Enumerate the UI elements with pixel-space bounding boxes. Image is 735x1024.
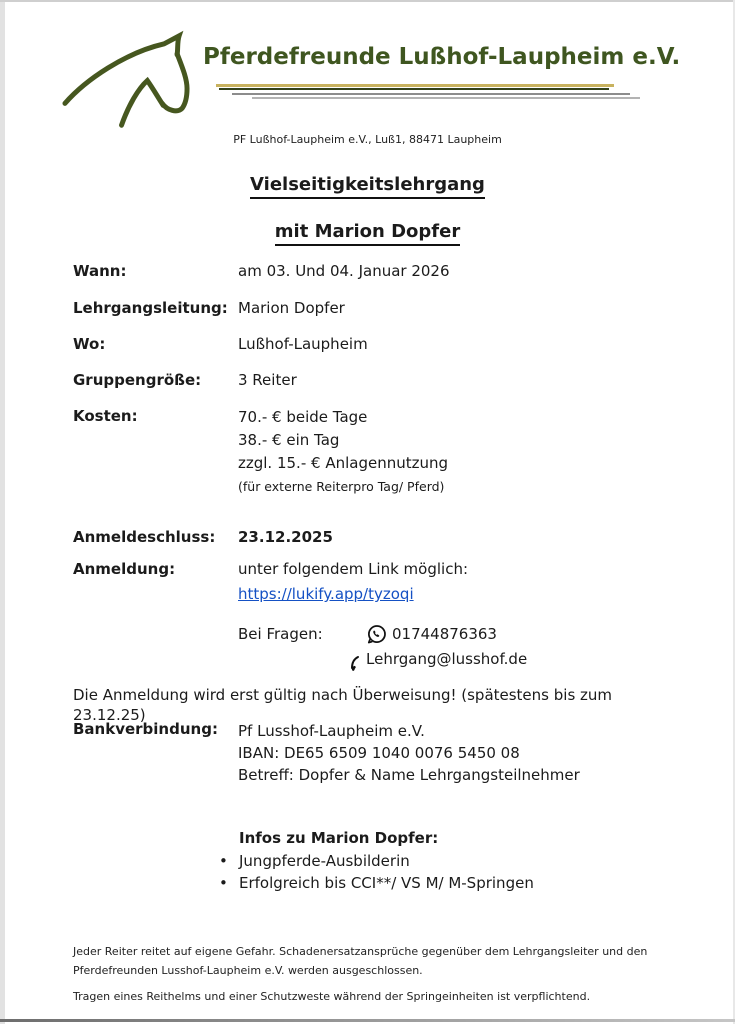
- info-row-wo: [73, 334, 368, 354]
- anmeldeschluss-date: 23.12.2025: [238, 528, 333, 546]
- field-value: Marion Dopfer: [238, 299, 345, 317]
- doc-title-line2: mit Marion Dopfer: [0, 221, 735, 246]
- field-label: Anmeldeschluss:: [73, 528, 216, 546]
- bank-block: [73, 720, 580, 786]
- contact-phone: 01744876363: [392, 625, 497, 643]
- header-rule-green: [219, 88, 609, 90]
- header-rule-gold: [216, 84, 614, 87]
- bank-values: [238, 720, 580, 786]
- org-title: Pferdefreunde Lußhof-Laupheim e.V.: [203, 44, 681, 70]
- contact-email: Lehrgang@lusshof.de: [366, 650, 528, 668]
- trainer-info-list: [213, 850, 534, 894]
- disclaimer-par2: Tragen eines Reithelms und einer Schutzweste während der Springeinheiten ist verpflichtend.: [73, 990, 591, 1003]
- kosten-line: zzgl. 15.- € Anlagennutzung: [238, 454, 449, 472]
- whatsapp-icon: [366, 624, 387, 645]
- field-label: Wo:: [73, 335, 106, 353]
- contact-label: Bei Fragen:: [238, 625, 323, 643]
- bank-iban: IBAN: DE65 6509 1040 0076 5450 08: [238, 744, 520, 762]
- field-label: Gruppengröße:: [73, 371, 202, 389]
- list-item: • Jungpferde-Ausbilderin: [213, 850, 534, 872]
- header-rule-gray-1: [232, 93, 630, 95]
- info-row-anmeldung: [73, 559, 468, 604]
- kosten-line: 70.- € beide Tage: [238, 408, 368, 426]
- payment-note: Die Anmeldung wird erst gültig nach Überweisung! (spätestens bis zum 23.12.25): [73, 686, 613, 724]
- field-label: Bankverbindung:: [73, 720, 218, 738]
- field-label: Kosten:: [73, 407, 138, 425]
- registration-link[interactable]: https://lukify.app/tyzoqi: [238, 585, 414, 603]
- field-value: Lußhof-Laupheim: [238, 335, 368, 353]
- page-edge-bottom: [0, 1019, 735, 1022]
- field-label: Anmeldung:: [73, 560, 176, 578]
- list-item: • Erfolgreich bis CCI**/ VS M/ M-Springen: [213, 872, 534, 894]
- contact-email-line: [350, 649, 527, 670]
- info-row-kosten: [73, 406, 448, 498]
- info-row-gruppengroesse: [73, 370, 297, 390]
- phone-receiver-icon: [350, 655, 363, 671]
- contact-block: [238, 624, 527, 670]
- info-row-anmeldeschluss: [73, 527, 333, 547]
- kosten-values: [238, 406, 448, 498]
- page-edge-top: [0, 0, 735, 2]
- anmeldung-value: unter folgendem Link möglich: https://lukify.app/tyzoqi: [238, 560, 469, 603]
- trainer-info-heading: Infos zu Marion Dopfer:: [239, 829, 439, 847]
- field-label: Wann:: [73, 262, 127, 280]
- field-label: Lehrgangsleitung:: [73, 299, 228, 317]
- disclaimer: [73, 942, 658, 1013]
- contact-phone-line: [238, 624, 527, 645]
- disclaimer-par1: Jeder Reiter reitet auf eigene Gefahr. Schadenersatzansprüche gegenüber dem Lehrgangsleiter und den Pferdefreunden Lusshof-Laupheim e.V. werden ausgeschlossen.: [73, 945, 648, 977]
- page-edge-left: [0, 0, 5, 1024]
- doc-title-line1: Vielseitigkeitslehrgang: [0, 174, 735, 199]
- field-value: 3 Reiter: [238, 371, 297, 389]
- info-row-wann: [73, 261, 450, 281]
- kosten-line: 38.- € ein Tag: [238, 431, 340, 449]
- field-value: am 03. Und 04. Januar 2026: [238, 262, 450, 280]
- kosten-note: (für externe Reiterpro Tag/ Pferd): [238, 479, 445, 494]
- bank-account-name: Pf Lusshof-Laupheim e.V.: [238, 722, 425, 740]
- info-row-lehrgangsleitung: [73, 298, 345, 318]
- trainer-info-block: [213, 828, 534, 894]
- header-rule-gray-2: [252, 97, 640, 99]
- header-rules: [216, 84, 656, 99]
- bank-reference: Betreff: Dopfer & Name Lehrgangsteilnehmer: [238, 766, 580, 784]
- org-address: PF Lußhof-Laupheim e.V., Luß1, 88471 Laupheim: [233, 133, 502, 146]
